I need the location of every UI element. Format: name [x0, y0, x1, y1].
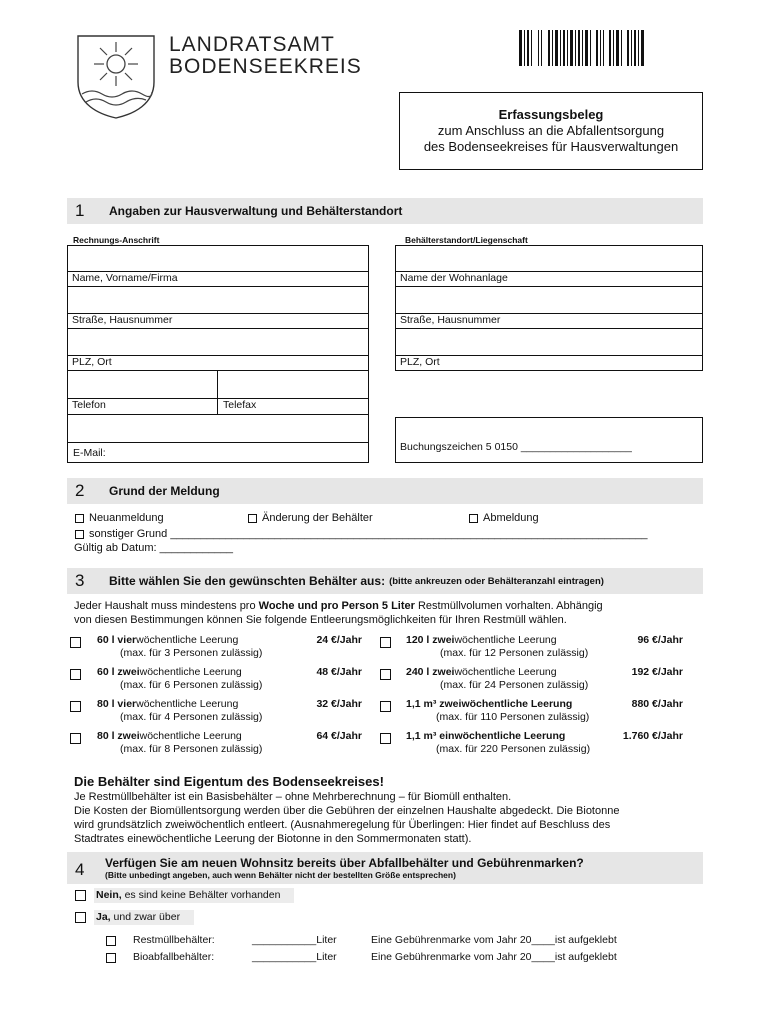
bio-waste-mark[interactable]: Eine Gebührenmarke vom Jahr 20____ist aufgeklebt	[371, 951, 617, 963]
ownership-line: Je Restmüllbehälter ist ein Basisbehälter – ohne Mehrberechnung – für Biomüll enthalten.	[74, 791, 512, 803]
option-note: (max. für 12 Personen zulässig)	[440, 647, 589, 659]
option-price: 24 €/Jahr	[316, 634, 362, 646]
option-price: 64 €/Jahr	[316, 730, 362, 742]
option-size: 240 l zwei	[406, 666, 455, 678]
ownership-text	[74, 790, 704, 846]
new-registration-label: Neuanmeldung	[89, 512, 164, 524]
billing-street-label: Straße, Hausnummer	[67, 314, 369, 329]
option-size: 60 l zwei	[97, 666, 140, 678]
email-label: E-Mail:	[73, 447, 106, 459]
booking-box	[395, 417, 703, 463]
bio-waste-row	[106, 951, 706, 967]
option-price: 96 €/Jahr	[637, 634, 683, 646]
fax-label: Telefax	[223, 399, 257, 411]
billing-city-input[interactable]	[67, 329, 369, 356]
section3-header	[67, 568, 703, 594]
yes-containers-checkbox[interactable]	[75, 912, 86, 923]
option-price: 32 €/Jahr	[316, 698, 362, 710]
ownership-heading: Die Behälter sind Eigentum des Bodenseekreises!	[74, 774, 384, 789]
option-note: (max. für 3 Personen zulässig)	[120, 647, 263, 659]
container-location-heading: Behälterstandort/Liegenschaft	[405, 235, 528, 245]
form-title: Erfassungsbeleg	[498, 107, 604, 122]
location-street-label: Straße, Hausnummer	[395, 314, 703, 329]
right-container-options	[380, 634, 705, 762]
section3-number: 3	[75, 571, 85, 590]
section1-header	[67, 198, 703, 224]
option-price: 192 €/Jahr	[631, 666, 683, 678]
option-note: (max. für 8 Personen zulässig)	[120, 743, 263, 755]
container-change-checkbox[interactable]	[248, 514, 257, 523]
billing-city-label: PLZ, Ort	[67, 356, 369, 371]
option-frequency: wöchentliche Leerung	[139, 730, 242, 742]
other-reason-checkbox[interactable]	[75, 530, 84, 539]
container-change-label: Änderung der Behälter	[262, 512, 373, 524]
section2-number: 2	[75, 481, 85, 500]
residual-waste-label: Restmüllbehälter:	[133, 934, 215, 946]
option-size: 60 l vier	[97, 634, 137, 646]
option-note: (max. für 6 Personen zulässig)	[120, 679, 263, 691]
yes-label-rest: und zwar über	[110, 911, 181, 923]
title-box	[399, 92, 703, 170]
option-size: 80 l vier	[97, 698, 137, 710]
option-row	[70, 634, 370, 666]
ownership-line: wird grundsätzlich zweiwöchentlich entleert. (Ausnahmeregelung für Überlingen: Hier findet auf Beschluss des	[74, 819, 611, 831]
option-size: 120 l zwei	[406, 634, 455, 646]
option-checkbox[interactable]	[380, 637, 391, 648]
billing-name-input[interactable]	[67, 245, 369, 272]
other-reason-field[interactable]: sonstiger Grund ______________________________________________________________________________	[89, 528, 648, 540]
ownership-line: Die Kosten der Biomüllentsorgung werden über die Gebühren der einzelnen Haushalte abgedeckt. Die Biotonne	[74, 805, 620, 817]
section4-subtitle: (Bitte unbedingt angeben, auch wenn Behälter nicht der bestellten Größe entsprechen)	[105, 870, 456, 880]
option-row	[380, 730, 705, 762]
billing-name-label: Name, Vorname/Firma	[67, 272, 369, 287]
option-checkbox[interactable]	[380, 669, 391, 680]
section1-title: Angaben zur Hausverwaltung und Behälterstandort	[109, 204, 403, 218]
section3-note: (bitte ankreuzen oder Behälteranzahl eintragen)	[389, 575, 604, 587]
option-row	[70, 698, 370, 730]
section1-number: 1	[75, 201, 85, 220]
option-frequency: wöchentliche Leerung	[139, 666, 242, 678]
option-row	[380, 698, 705, 730]
new-registration-checkbox[interactable]	[75, 514, 84, 523]
form-subtitle-line1: zum Anschluss an die Abfallentsorgung	[437, 123, 665, 138]
yes-label-bold: Ja,	[96, 911, 111, 923]
option-price: 880 €/Jahr	[631, 698, 683, 710]
section4-title: Verfügen Sie am neuen Wohnsitz bereits über Abfallbehälter und Gebührenmarken?	[105, 856, 584, 870]
bio-waste-checkbox[interactable]	[106, 953, 116, 963]
section2-title: Grund der Meldung	[109, 484, 220, 498]
option-size: 1,1 m³ zweiwöchentliche Leerung	[406, 698, 573, 710]
email-input[interactable]	[67, 415, 369, 443]
section4-header	[67, 852, 703, 884]
option-size: 1,1 m³ ein	[406, 730, 455, 742]
no-label-bold: Nein,	[96, 889, 122, 901]
option-price: 1.760 €/Jahr	[622, 730, 683, 742]
option-checkbox[interactable]	[70, 637, 81, 648]
org-name-line1: LANDRATSAMT	[169, 33, 335, 56]
county-logo	[76, 34, 156, 120]
left-container-options	[70, 634, 370, 762]
option-checkbox[interactable]	[70, 733, 81, 744]
option-row	[70, 730, 370, 762]
intro-bold: Woche und pro Person 5 Liter	[258, 600, 415, 612]
no-label-rest: es sind keine Behälter vorhanden	[121, 889, 281, 901]
intro-line2: von diesen Bestimmungen können Sie folgende Entleerungsmöglichkeiten für Ihren Restmüll wählen.	[74, 614, 567, 626]
billing-address-heading: Rechnungs-Anschrift	[73, 235, 160, 245]
option-frequency: wöchentliche Leerung	[454, 666, 557, 678]
option-checkbox[interactable]	[380, 701, 391, 712]
option-size: 80 l zwei	[97, 730, 140, 742]
location-street-input[interactable]	[395, 287, 703, 314]
fax-input[interactable]	[218, 370, 368, 397]
valid-from-field[interactable]: Gültig ab Datum: ____________	[74, 542, 234, 554]
section3-title: Bitte wählen Sie den gewünschten Behälter aus:	[109, 574, 386, 588]
option-frequency: wöchentliche Leerung	[454, 730, 566, 742]
location-city-input[interactable]	[395, 329, 703, 356]
phone-fax-row	[67, 370, 369, 415]
option-price: 48 €/Jahr	[316, 666, 362, 678]
billing-street-input[interactable]	[67, 287, 369, 314]
option-checkbox[interactable]	[380, 733, 391, 744]
option-note: (max. für 4 Personen zulässig)	[120, 711, 263, 723]
bio-waste-liter[interactable]: ___________Liter	[252, 951, 337, 963]
no-containers-checkbox[interactable]	[75, 890, 86, 901]
option-row	[380, 634, 705, 666]
deregistration-checkbox[interactable]	[469, 514, 478, 523]
option-checkbox[interactable]	[70, 669, 81, 680]
option-checkbox[interactable]	[70, 701, 81, 712]
form-subtitle-line2: des Bodenseekreises für Hausverwaltungen	[423, 139, 679, 154]
residual-waste-mark[interactable]: Eine Gebührenmarke vom Jahr 20____ist aufgeklebt	[371, 934, 617, 946]
bio-waste-label: Bioabfallbehälter:	[133, 951, 215, 963]
option-row	[70, 666, 370, 698]
residual-waste-liter[interactable]: ___________Liter	[252, 934, 337, 946]
no-containers-label	[94, 888, 294, 903]
option-note: (max. für 24 Personen zulässig)	[440, 679, 589, 691]
intro-part1: Jeder Haushalt muss mindestens pro	[74, 600, 259, 612]
org-name-line2: BODENSEEKREIS	[169, 55, 362, 78]
option-note: (max. für 110 Personen zulässig)	[436, 711, 590, 723]
residual-waste-row	[106, 934, 706, 950]
deregistration-label: Abmeldung	[483, 512, 539, 524]
option-frequency: wöchentliche Leerung	[136, 634, 239, 646]
booking-reference[interactable]: Buchungszeichen 5 0150 ___________________	[400, 441, 632, 453]
complex-name-label: Name der Wohnanlage	[395, 272, 703, 287]
option-frequency: wöchentliche Leerung	[454, 634, 557, 646]
ownership-line: Stadtrates einewöchentliche Leerung der Biotonne in den Sommermonaten statt).	[74, 833, 472, 845]
option-frequency: wöchentliche Leerung	[136, 698, 239, 710]
option-note: (max. für 220 Personen zulässig)	[436, 743, 591, 755]
complex-name-input[interactable]	[395, 245, 703, 272]
residual-waste-checkbox[interactable]	[106, 936, 116, 946]
coat-of-arms-icon	[76, 34, 156, 120]
phone-label: Telefon	[72, 399, 106, 411]
location-city-label: PLZ, Ort	[400, 356, 440, 368]
section2-header	[67, 478, 703, 504]
intro-part2: Restmüllvolumen vorhalten. Abhängig	[414, 600, 603, 612]
yes-containers-label	[94, 910, 194, 925]
section3-intro	[74, 599, 704, 627]
section4-number: 4	[75, 860, 85, 879]
barcode	[519, 30, 646, 66]
option-row	[380, 666, 705, 698]
